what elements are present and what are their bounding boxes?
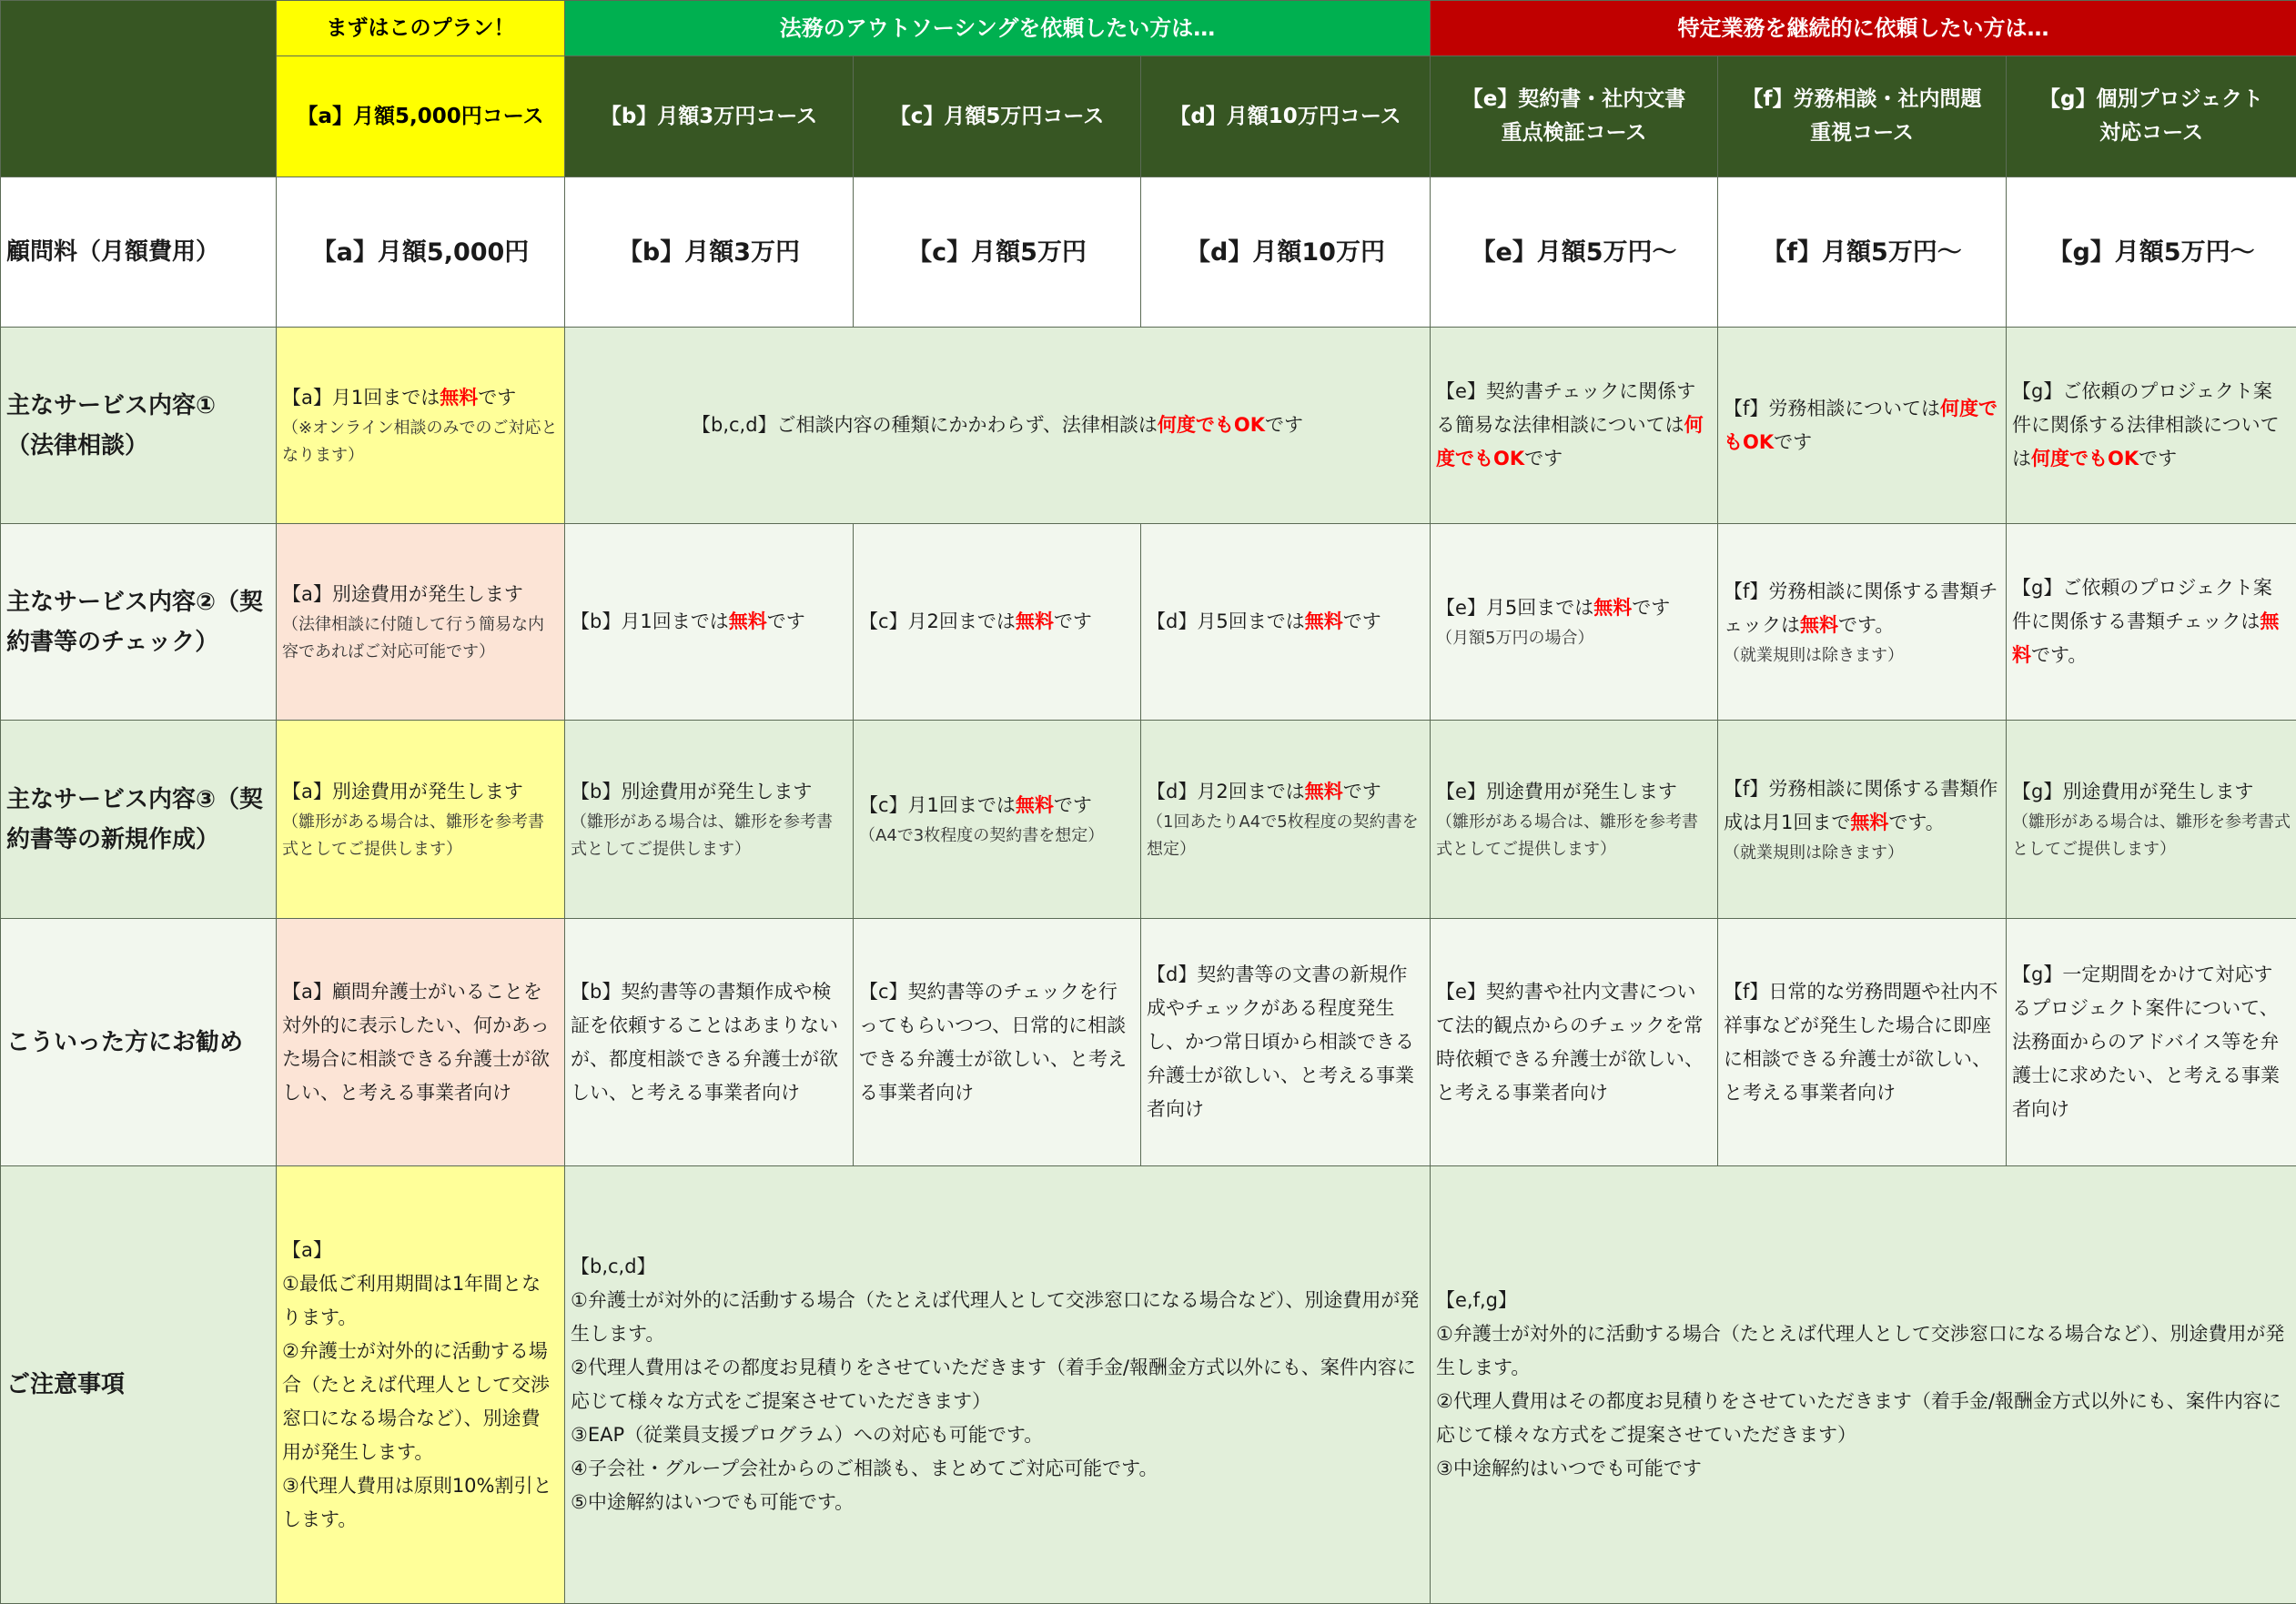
service2-a bbox=[277, 524, 565, 721]
course-header-g bbox=[2007, 56, 2296, 177]
service1-a bbox=[277, 328, 565, 524]
notes-efg-line: ③中途解約はいつでも可能です bbox=[1436, 1458, 1702, 1479]
row-label-service1 bbox=[1, 328, 277, 524]
service3-f-post: です。 bbox=[1888, 811, 1945, 833]
service2-d-text: 【d】月5回までは bbox=[1147, 610, 1305, 632]
service2-e-note: （月額5万円の場合） bbox=[1436, 629, 1594, 648]
group-header-efg: 特定業務を継続的に依頼したい方は… bbox=[1431, 1, 2296, 56]
service1-a-post: です bbox=[478, 387, 517, 409]
service2-e bbox=[1431, 524, 1718, 721]
service3-d-note: （1回あたりA4で5枚程度の契約書を想定） bbox=[1147, 812, 1419, 859]
notes-efg-line: ②代理人費用はその都度お見積りをさせていただきます（着手金/報酬金方式以外にも、案件内容に応じて様々な方式をご提案させていただきます） bbox=[1436, 1390, 2281, 1446]
service2-f-post: です。 bbox=[1838, 613, 1895, 636]
notes-a bbox=[277, 1166, 565, 1604]
course-header-g-line2: 対応コース bbox=[2099, 121, 2203, 145]
notes-bcd-line: ③EAP（従業員支援プログラム）への対応も可能です。 bbox=[571, 1424, 1044, 1446]
notes-a-line: ③代理人費用は原則10%割引とします。 bbox=[282, 1474, 552, 1530]
service2-b-text: 【b】月1回までは bbox=[571, 610, 729, 632]
service2-c-text: 【c】月2回までは bbox=[859, 610, 1016, 632]
service1-e-text: 【e】契約書チェックに関係する簡易な法律相談については bbox=[1436, 380, 1696, 436]
service3-c bbox=[854, 721, 1141, 919]
row-label-notes: ご注意事項 bbox=[1, 1166, 277, 1604]
service1-bcd-text: 【b,c,d】ご相談内容の種類にかかわらず、法律相談は bbox=[692, 414, 1158, 436]
fee-e: 【e】月額5万円〜 bbox=[1431, 177, 1718, 328]
service3-b-note: （雛形がある場合は、雛形を参考書式としてご提供します） bbox=[571, 812, 833, 859]
course-header-e bbox=[1431, 56, 1718, 177]
service1-g-ok: 何度でもOK bbox=[2031, 448, 2139, 469]
recommend-b: 【b】契約書等の書類作成や検証を依頼することはあまりないが、都度相談できる弁護士が欲しい、と考える事業者向け bbox=[565, 919, 854, 1166]
service2-e-free: 無料 bbox=[1593, 597, 1633, 619]
course-header-f-line2: 重視コース bbox=[1810, 121, 1914, 145]
recommend-g: 【g】一定期間をかけて対応するプロジェクト案件について、法務面からのアドバイス等を弁護士に求めたい、と考える事業者向け bbox=[2007, 919, 2296, 1166]
service1-a-note: （※オンライン相談のみでのご対応となります） bbox=[282, 419, 558, 465]
notes-bcd bbox=[565, 1166, 1431, 1604]
course-header-f-line1: 【f】労務相談・社内問題 bbox=[1742, 87, 1982, 111]
service1-e-ok: 何度でもOK bbox=[1436, 414, 1704, 469]
service3-e-note: （雛形がある場合は、雛形を参考書式としてご提供します） bbox=[1436, 812, 1699, 859]
fee-d: 【d】月額10万円 bbox=[1141, 177, 1431, 328]
recommend-f: 【f】日常的な労務問題や社内不祥事などが発生した場合に即座に相談できる弁護士が欲しい、と考える事業者向け bbox=[1718, 919, 2007, 1166]
service3-g-note: （雛形がある場合は、雛形を参考書式としてご提供します） bbox=[2012, 812, 2291, 859]
service2-d-post: です bbox=[1342, 610, 1381, 632]
service1-g-text: 【g】ご依頼のプロジェクト案件に関係する法律相談については bbox=[2012, 380, 2280, 469]
notes-efg-line: ①弁護士が対外的に活動する場合（たとえば代理人として交渉窓口になる場合など）、別途費用が発生します。 bbox=[1436, 1323, 2285, 1378]
service2-g-post: です。 bbox=[2031, 644, 2088, 666]
service2-a-text: 【a】別途費用が発生します bbox=[282, 583, 523, 605]
service2-f-text: 【f】労務相談に関係する書類チェックは bbox=[1724, 580, 1998, 636]
service1-f bbox=[1718, 328, 2007, 524]
service3-a bbox=[277, 721, 565, 919]
service3-c-post: です bbox=[1053, 794, 1092, 816]
service2-b bbox=[565, 524, 854, 721]
service1-g bbox=[2007, 328, 2296, 524]
service3-a-text: 【a】別途費用が発生します bbox=[282, 781, 523, 802]
course-header-d: 【d】月額10万円コース bbox=[1141, 56, 1431, 177]
service2-g-text: 【g】ご依頼のプロジェクト案件に関係する書類チェックは bbox=[2012, 577, 2272, 632]
notes-efg-line: 【e,f,g】 bbox=[1436, 1289, 1518, 1311]
service2-f-note: （就業規則は除きます） bbox=[1724, 645, 1905, 665]
service3-e-text: 【e】別途費用が発生します bbox=[1436, 781, 1677, 802]
recommend-a: 【a】顧問弁護士がいることを対外的に表示したい、何かあった場合に相談できる弁護士が欲しい、と考える事業者向け bbox=[277, 919, 565, 1166]
service2-b-free: 無料 bbox=[728, 610, 767, 632]
service1-bcd bbox=[565, 328, 1431, 524]
service3-f-text: 【f】労務相談に関係する書類作成は月1回まで bbox=[1724, 777, 1998, 833]
service3-e bbox=[1431, 721, 1718, 919]
service2-c-post: です bbox=[1053, 610, 1092, 632]
service3-f bbox=[1718, 721, 2007, 919]
service3-d-free: 無料 bbox=[1304, 781, 1343, 802]
service1-label-line2: （法律相談） bbox=[6, 431, 149, 459]
notes-a-line: ②弁護士が対外的に活動する場合（たとえば代理人として交渉窓口になる場合など）、別途費用が発生します。 bbox=[282, 1339, 550, 1463]
notes-a-line: ①最低ご利用期間は1年間となります。 bbox=[282, 1272, 541, 1328]
course-header-b: 【b】月額3万円コース bbox=[565, 56, 854, 177]
service2-g bbox=[2007, 524, 2296, 721]
service3-f-note: （就業規則は除きます） bbox=[1724, 842, 1905, 863]
notes-bcd-line: ①弁護士が対外的に活動する場合（たとえば代理人として交渉窓口になる場合など）、別途費用が発生します。 bbox=[571, 1289, 1420, 1345]
service2-c-free: 無料 bbox=[1015, 610, 1054, 632]
group-header-bcd: 法務のアウトソーシングを依頼したい方は… bbox=[565, 1, 1431, 56]
service3-c-free: 無料 bbox=[1015, 794, 1054, 816]
notes-efg bbox=[1431, 1166, 2296, 1604]
notes-bcd-line: ②代理人費用はその都度お見積りをさせていただきます（着手金/報酬金方式以外にも、案件内容に応じて様々な方式をご提案させていただきます） bbox=[571, 1357, 1416, 1412]
service1-bcd-post: です bbox=[1265, 414, 1303, 436]
service3-d-post: です bbox=[1342, 781, 1381, 802]
fee-f: 【f】月額5万円〜 bbox=[1718, 177, 2007, 328]
service1-a-text: 【a】月1回までは bbox=[282, 387, 440, 409]
service3-c-text: 【c】月1回までは bbox=[859, 794, 1016, 816]
row-label-service3: 主なサービス内容③（契約書等の新規作成） bbox=[1, 721, 277, 919]
corner-cell bbox=[1, 1, 277, 177]
service1-bcd-ok: 何度でもOK bbox=[1157, 414, 1265, 436]
notes-bcd-line: ④子会社・グループ会社からのご相談も、まとめてご対応可能です。 bbox=[571, 1458, 1158, 1479]
service2-c bbox=[854, 524, 1141, 721]
fee-g: 【g】月額5万円〜 bbox=[2007, 177, 2296, 328]
service2-f bbox=[1718, 524, 2007, 721]
service2-b-post: です bbox=[766, 610, 805, 632]
fee-b: 【b】月額3万円 bbox=[565, 177, 854, 328]
service3-a-note: （雛形がある場合は、雛形を参考書式としてご提供します） bbox=[282, 812, 544, 859]
notes-bcd-line: 【b,c,d】 bbox=[571, 1256, 656, 1277]
notes-a-line: 【a】 bbox=[282, 1238, 332, 1261]
service3-g bbox=[2007, 721, 2296, 919]
fee-a: 【a】月額5,000円 bbox=[277, 177, 565, 328]
fee-c: 【c】月額5万円 bbox=[854, 177, 1141, 328]
service1-e-post: です bbox=[1524, 448, 1563, 469]
recommend-d: 【d】契約書等の文書の新規作成やチェックがある程度発生し、かつ常日頃から相談できる弁護士が欲しい、と考える事業者向け bbox=[1141, 919, 1431, 1166]
course-header-e-line1: 【e】契約書・社内文書 bbox=[1462, 87, 1686, 111]
service1-e bbox=[1431, 328, 1718, 524]
service1-g-post: です bbox=[2139, 448, 2178, 469]
service1-f-text: 【f】労務相談については bbox=[1724, 397, 1940, 419]
service2-e-post: です bbox=[1632, 597, 1671, 619]
row-label-service2: 主なサービス内容②（契約書等のチェック） bbox=[1, 524, 277, 721]
service2-e-text: 【e】月5回までは bbox=[1436, 597, 1594, 619]
recommend-c: 【c】契約書等のチェックを行ってもらいつつ、日常的に相談できる弁護士が欲しい、と考える事業者向け bbox=[854, 919, 1141, 1166]
service2-f-free: 無料 bbox=[1800, 613, 1839, 636]
service3-b bbox=[565, 721, 854, 919]
service3-f-free: 無料 bbox=[1850, 811, 1889, 833]
service2-d-free: 無料 bbox=[1304, 610, 1343, 632]
course-header-g-line1: 【g】個別プロジェクト bbox=[2039, 87, 2264, 111]
service2-g-free: 無料 bbox=[2012, 610, 2280, 666]
course-header-f bbox=[1718, 56, 2007, 177]
notes-bcd-line: ⑤中途解約はいつでも可能です。 bbox=[571, 1491, 855, 1513]
course-header-c: 【c】月額5万円コース bbox=[854, 56, 1141, 177]
row-label-fee: 顧問料（月額費用） bbox=[1, 177, 277, 328]
service2-a-note: （法律相談に付随して行う簡易な内容であればご対応可能です） bbox=[282, 615, 544, 661]
service2-d bbox=[1141, 524, 1431, 721]
service1-f-post: です bbox=[1774, 430, 1813, 453]
group-header-a: まずはこのプラン！ bbox=[277, 1, 565, 56]
service3-b-text: 【b】別途費用が発生します bbox=[571, 781, 813, 802]
service1-a-free: 無料 bbox=[440, 387, 479, 409]
service3-d bbox=[1141, 721, 1431, 919]
service1-label-line1: 主なサービス内容① bbox=[6, 391, 217, 419]
recommend-e: 【e】契約書や社内文書について法的観点からのチェックを常時依頼できる弁護士が欲しい、と考える事業者向け bbox=[1431, 919, 1718, 1166]
service3-g-text: 【g】別途費用が発生します bbox=[2012, 781, 2254, 802]
service3-d-text: 【d】月2回までは bbox=[1147, 781, 1305, 802]
course-header-e-line2: 重点検証コース bbox=[1501, 121, 1647, 145]
service3-c-note: （A4で3枚程度の契約書を想定） bbox=[859, 826, 1105, 845]
course-header-a: 【a】月額5,000円コース bbox=[277, 56, 565, 177]
row-label-recommend: こういった方にお勧め bbox=[1, 919, 277, 1166]
service1-f-ok: 何度でもOK bbox=[1724, 397, 1998, 453]
